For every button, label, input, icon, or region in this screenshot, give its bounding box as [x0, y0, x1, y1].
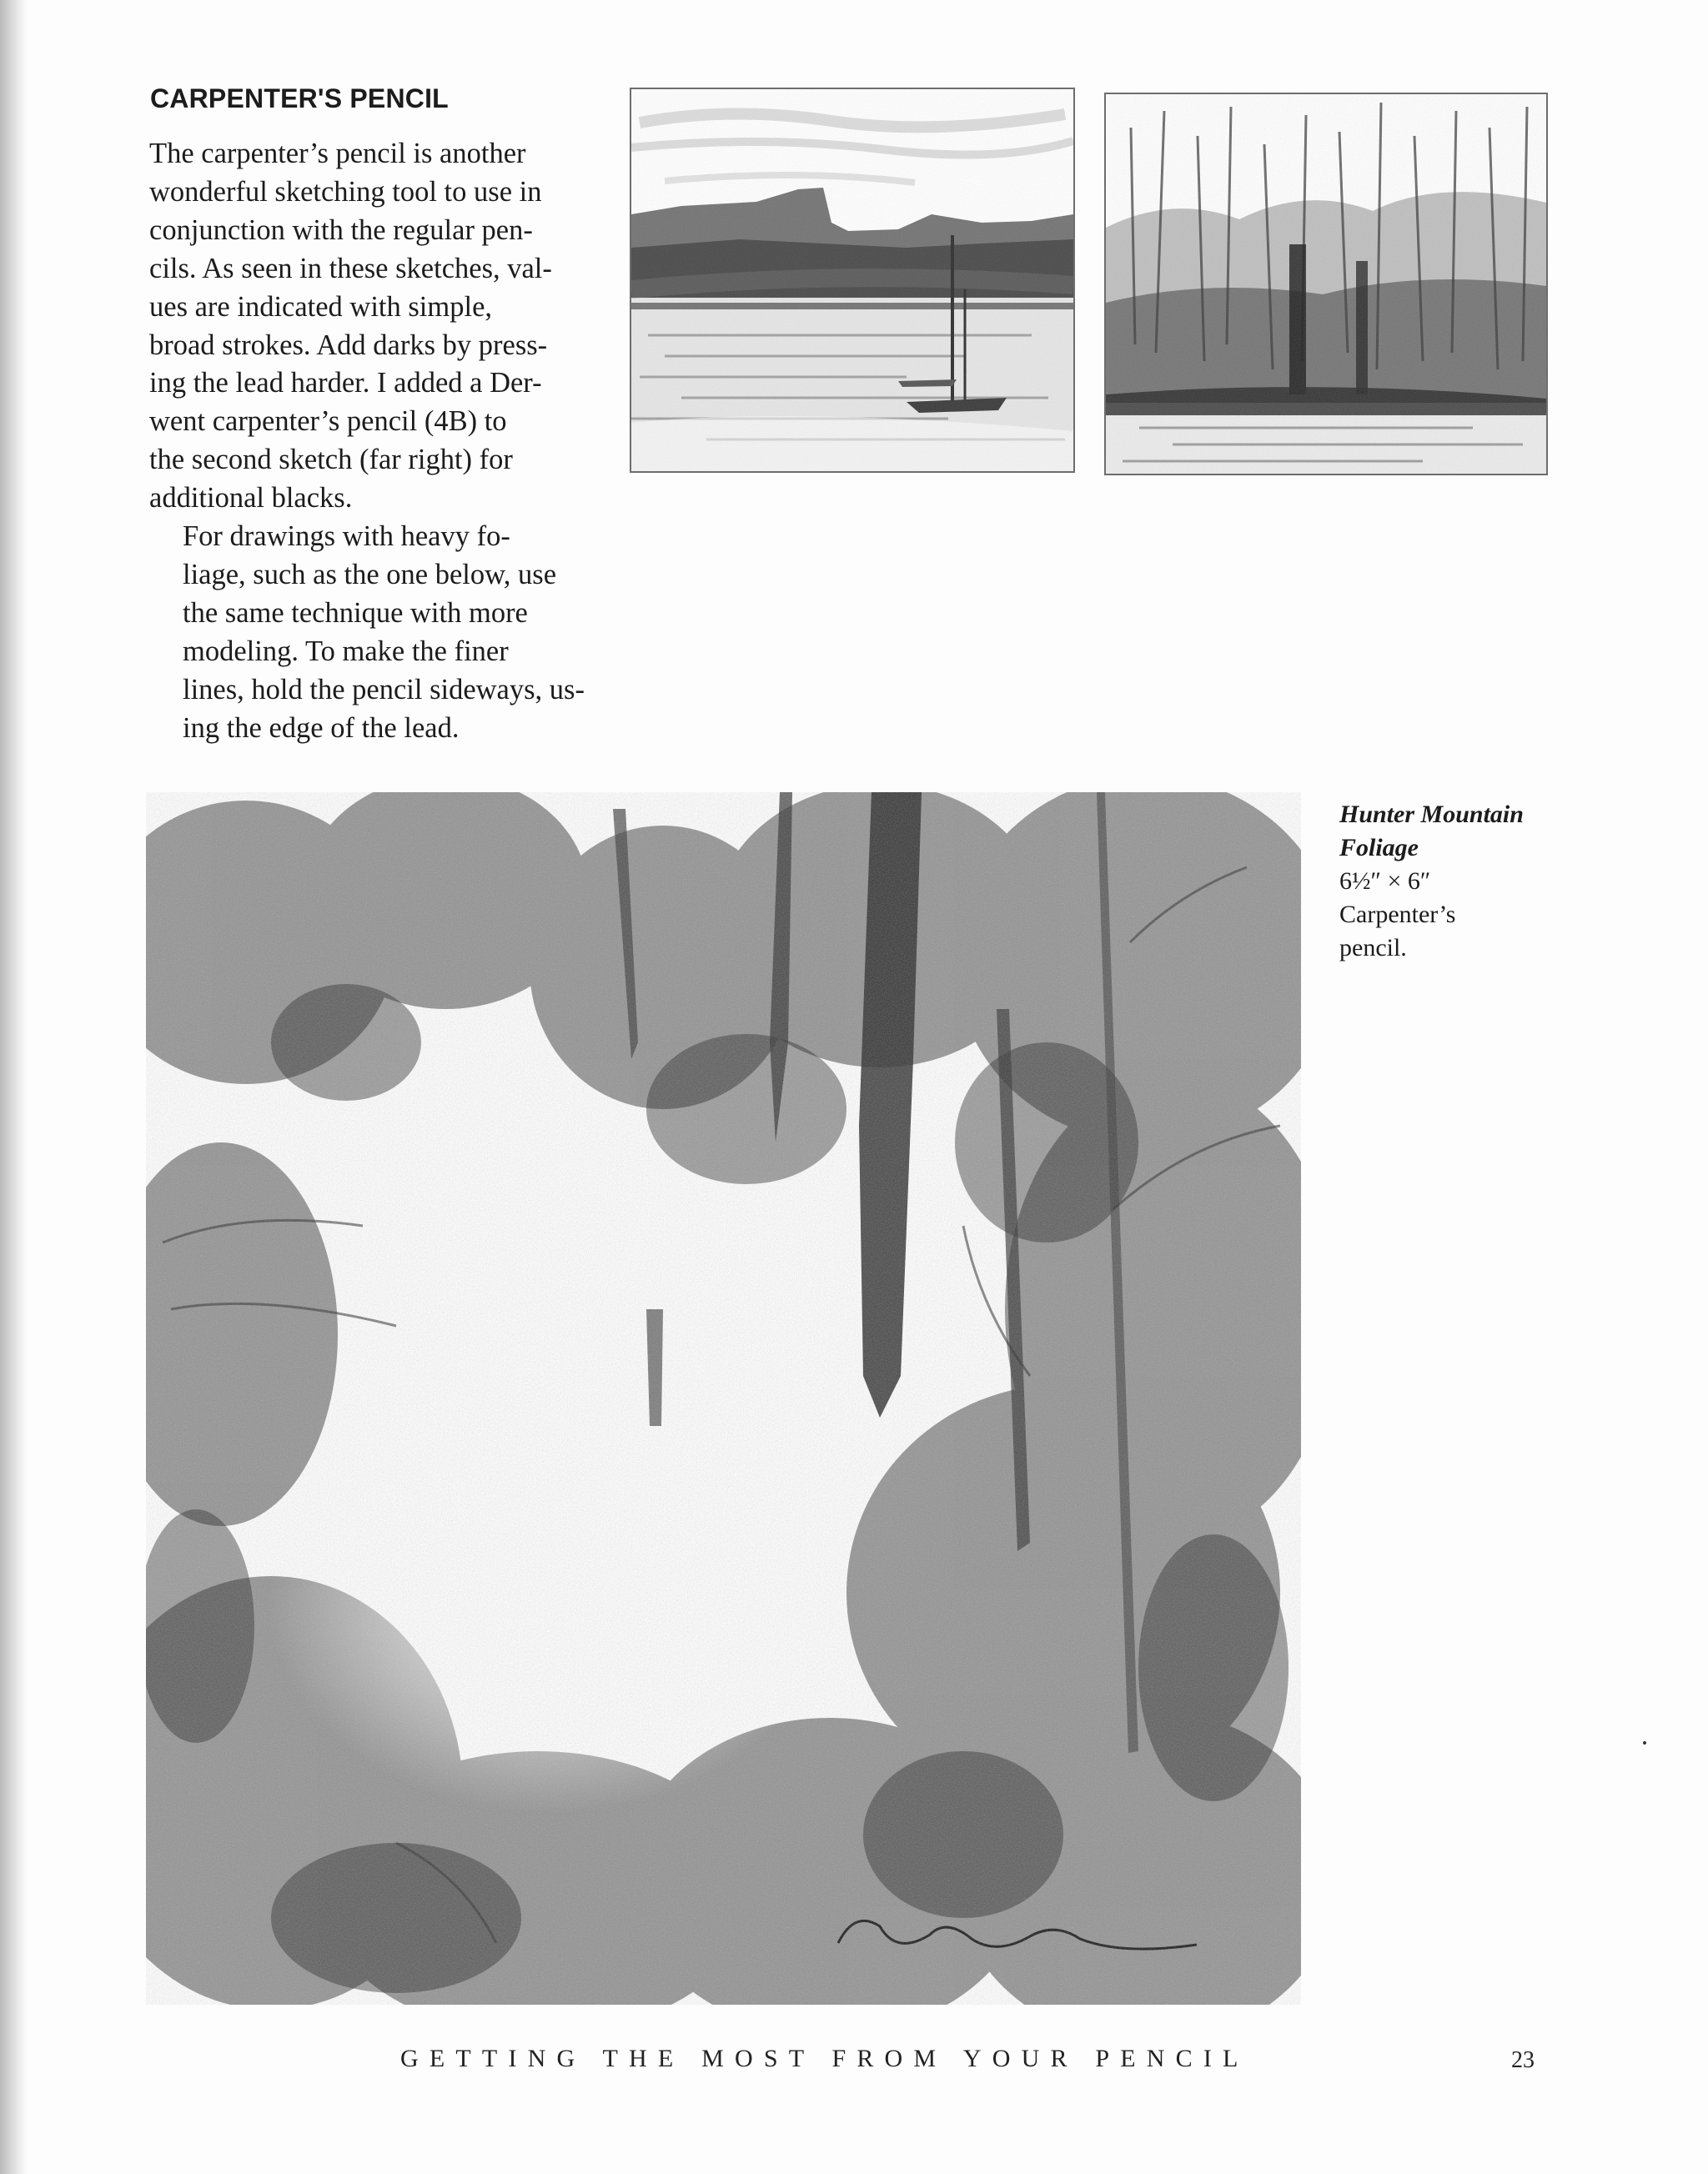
text-line: modeling. To make the finer [183, 635, 509, 667]
forest-foliage-drawing [146, 792, 1301, 2005]
text-line: broad strokes. Add darks by press- [149, 329, 548, 361]
marsh-trees-sketch [1104, 93, 1548, 475]
text-line: the same technique with more [183, 596, 528, 629]
paragraph-1 [149, 135, 600, 518]
text-line: conjunction with the regular pen- [149, 213, 533, 246]
running-footer: GETTING THE MOST FROM YOUR PENCIL [400, 2045, 1249, 2072]
text-line: ues are indicated with simple, [149, 290, 493, 323]
text-line: ing the lead harder. I added a Der- [149, 367, 542, 399]
section-heading: CARPENTER'S PENCIL [150, 83, 449, 113]
text-line: For drawings with heavy fo- [183, 520, 510, 553]
text-line: liage, such as the one below, use [183, 558, 557, 590]
caption-medium-2: pencil. [1339, 934, 1407, 961]
body-text [149, 135, 600, 748]
caption-title: Hunter Mountain [1339, 801, 1524, 828]
text-line: went carpenter’s pencil (4B) to [149, 405, 507, 438]
text-line: ing the edge of the lead. [183, 711, 460, 744]
caption-medium: Carpenter’s [1339, 901, 1456, 928]
marsh-trees-drawing [1106, 94, 1546, 474]
page-gutter-shadow [0, 0, 28, 2174]
sailboat-lake-drawing [631, 89, 1073, 471]
text-line: cils. As seen in these sketches, val- [149, 252, 552, 284]
text-line: lines, hold the pencil sideways, us- [183, 673, 585, 705]
caption-size: 6½″ × 6″ [1339, 867, 1431, 895]
artwork-caption [1339, 798, 1556, 965]
sailboat-lake-sketch [630, 88, 1075, 473]
text-line: wonderful sketching tool to use in [149, 175, 542, 208]
text-line: The carpenter’s pencil is another [149, 138, 526, 169]
paragraph-2 [149, 518, 600, 747]
paper-speck [1643, 1741, 1646, 1745]
foliage-artwork [146, 792, 1301, 2005]
caption-title-2: Foliage [1339, 834, 1419, 861]
page-number: 23 [1511, 2047, 1535, 2073]
text-line: the second sketch (far right) for [149, 444, 513, 476]
text-line: additional blacks. [149, 482, 353, 515]
